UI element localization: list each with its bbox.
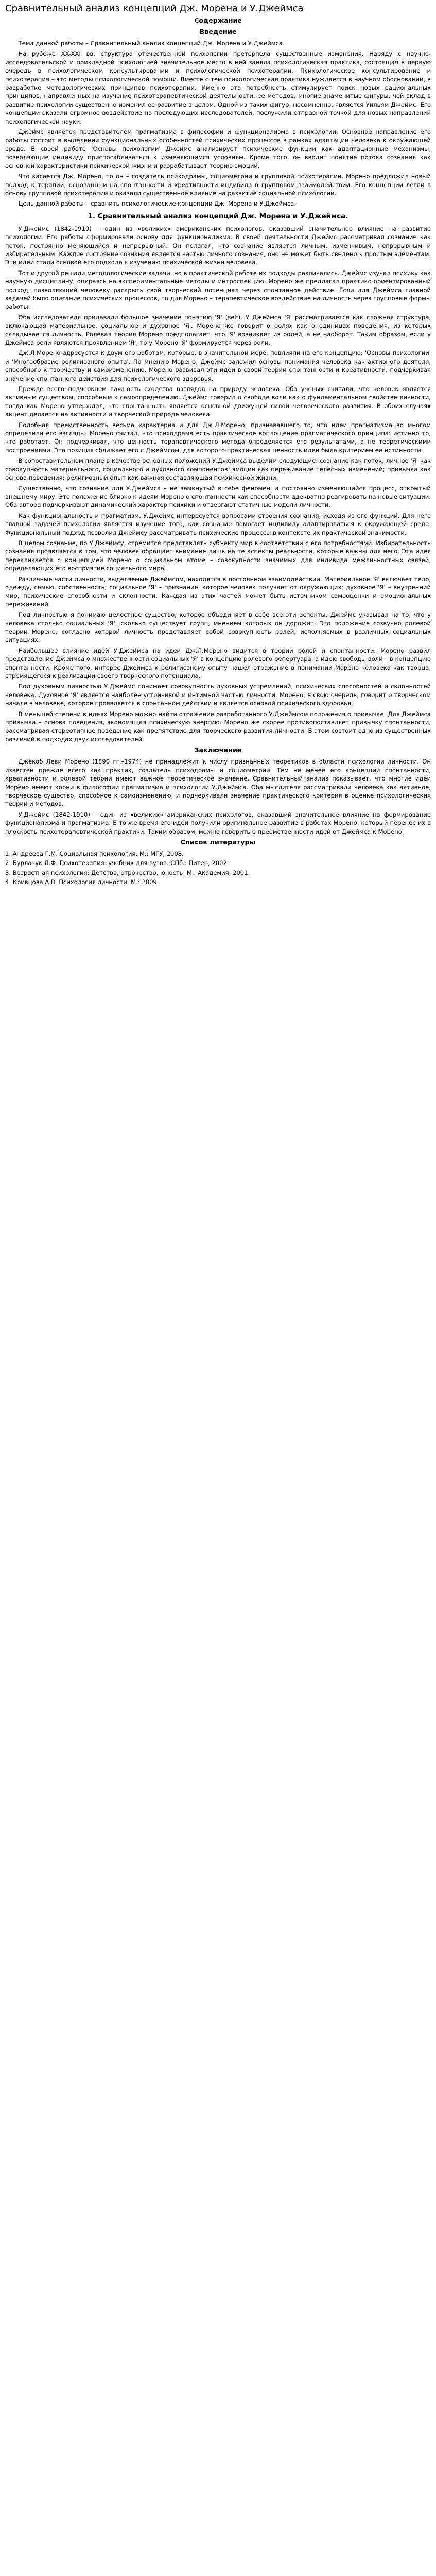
section1-paragraph: Под духовным личностью У.Джеймс понимает совокупность духовных устремлений, психических способностей и склонностей человека. Духовное 'Я' является наиболее устойчивой и интимной частью личности. Морено, в свою очередь, говорит о творческом начале в человеке, которое проявляется в спонтанном действии и является основой психического здоровья. [5, 683, 431, 707]
intro-paragraph: Джеймс является представителем прагматизма в философии и функционализма в психологии. Основное направление его работы состоит в выделении функциональных особенностей психических процессов в рамках адаптации человека к окружающей среде. В своей работе 'Основы психологии' Джеймс анализирует психические функции как адаптационные механизмы, позволяющие индивиду приспосабливаться к изменяющимся условиям. Кроме того, он вводит понятие потока сознания как основной характеристики психической жизни и разрабатывает теорию эмоций. [5, 128, 431, 170]
section1-body [5, 225, 431, 744]
intro-paragraph: Цель данной работы – сравнить психологические концепции Дж. Морена и У.Джеймса. [18, 200, 297, 208]
intro-body [5, 39, 431, 208]
section1-paragraph: Как функциональность и прагматизм, У.Джеймс интересуется вопросами строения сознания, исходя из его функций. Для него главной задачей психологии является изучение того, как сознание помогает индивиду адаптироваться к окружающей среде. Функциональный подход позволил Джеймсу рассматривать психические процессы в контексте их практической значимости. [5, 512, 431, 536]
section1-heading: 1. Сравнительный анализ концепций Дж. Морена и У.Джеймса. [88, 212, 348, 221]
section1-paragraph: Оба исследователя придавали большое значение понятию 'Я' (self). У Джеймса 'Я' рассматривается как сложная структура, включающая материальное, социальное и духовное 'Я'. Морено же говорит о ролях как о единицах поведения, из которых складывается личность. Ролевая теория Морено предполагает, что 'Я' возникает из ролей, а не наоборот. Таким образом, если у Джеймса роли являются проявлением 'Я', то у Морено 'Я' формируется через роли. [5, 313, 431, 346]
reference-item: 2. Бурлачук Л.Ф. Психотерапия: учебник для вузов. СПб.: Питер, 2002. [5, 859, 229, 867]
reference-item: 4. Кривцова А.В. Психология личности. М.: 2009. [5, 878, 159, 886]
reference-item: 3. Возрастная психология: Детство, отрочество, юность. М.: Академия, 2001. [5, 869, 250, 876]
section1-paragraph: В меньшей степени в идеях Морено можно найти отражение разработанного У.Джеймсом положения о привычке. Для Джеймса привычка – основа поведения, экономящая психическую энергию. Морено же скорее противопоставляет привычку спонтанности, рассматривая стереотипное поведение как препятствие для творческого развития личности. В этом состоит одно из существенных различий в подходах двух исследователей. [5, 710, 431, 743]
section1-paragraph: Подобная преемственность весьма характерна и для Дж.Л.Морено, признававшего то, что идеи прагматизма во многом определили его взгляды. Морено считал, что психодрама есть практическое воплощение прагматического принципа: истинно то, что работает. Он подчеркивал, что ценность терапевтического метода определяется его результатами, а не теоретическими построениями. Эта позиция сближает его с Джеймсом, для которого практическая ценность идеи была критерием ее истинности. [5, 421, 431, 454]
section1-paragraph: Тот и другой решали методологические задачи, но в практической работе их подходы различались. Джеймс изучал психику как научную дисциплину, опираясь на экспериментальные методы и интроспекцию. Морено же предлагал практико-ориентированный подход, позволяющий человеку раскрыть свой творческий потенциал через спонтанное действие. Если для Джеймса главной задачей было описание психических процессов, то для Морено – терапевтическое воздействие на личность через групповые формы работы. [5, 269, 431, 311]
section1-paragraph: Под личностью я понимаю целостное существо, которое объединяет в себе все эти аспекты. Джеймс указывал на то, что у человека столько социальных 'Я', сколько существует групп, мнением которых он дорожит. Это положение созвучно ролевой теории Морено, согласно которой личность представляет собой совокупность ролей, исполняемых в различных социальных ситуациях. [5, 611, 431, 644]
intro-paragraph: Что касается Дж. Морено, то он – создатель психодрамы, социометрии и групповой психотерапии. Морено предложил новый подход к терапии, основанный на спонтанности и креативности индивида в групповом взаимодействии. Его концепции легли в основу групповой психотерапии и оказали существенное влияние на развитие социальной психологии. [5, 173, 431, 197]
section1-paragraph: В сопоставительном плане в качестве основных положений У.Джеймса выделим следующие: сознание как поток; личное 'Я' как совокупность материального, социального и духовного компонентов; эмоции как переживание телесных изменений; привычка как основа поведения; религиозный опыт как важная составляющая психической жизни. [5, 457, 431, 482]
section1-paragraph: Существенно, что сознание для У.Джеймса – не замкнутый в себе феномен, а постоянно изменяющийся процесс, открытый внешнему миру. Это положение близко к идеям Морено о спонтанности как способности адекватно реагировать на новые ситуации. Оба автора подчеркивают динамический характер психики и отвергают статичные модели личности. [5, 484, 431, 509]
section1-paragraph: У.Джеймс (1842-1910) – один из «великих» американских психологов, оказавший значительное влияние на развитие психологии. Его работы сформировали основу для функционализма. В своей деятельности Джеймс рассматривал сознание как поток, постоянно меняющийся и непрерывный. Он полагал, что сознание является личным, изменчивым, непрерывным и избирательным. Каждое состояние сознания является частью личного сознания, оно не может быть сведено к простым элементам. Эти идеи стали основой его подхода к изучению психической жизни человека. [5, 225, 431, 266]
conclusion-heading: Заключение [194, 747, 242, 755]
conclusion-paragraph: Джекоб Леви Морено (1890 гг.–1974) не принадлежит к числу признанных теоретиков в области психологии личности. Он известен прежде всего как практик, создатель психодрамы и социометрии. Тем не менее его концепции спонтанности, креативности и ролевой теории имеют важное теоретическое значение. Сравнительный анализ показывает, что многие идеи Морено имеют корни в философии прагматизма и психологии У.Джеймса. Оба мыслителя рассматривали человека как активное, творческое существо, способное к самоизменению, и подчеркивали значение практического критерия в оценке психологических теорий и методов. [5, 758, 431, 808]
intro-heading: Введение [199, 28, 237, 36]
toc-heading: Содержание [194, 16, 242, 24]
section1-paragraph: Дж.Л.Морено адресуется к двум его работам, которые, в значительной мере, повлияли на его концепцию: 'Основы психологии' и 'Многообразие религиозного опыта'. По мнению Морено, Джеймс заложил основы понимания человека как активного деятеля, способного к творчеству и самоизменению. Морено развивал эти идеи в своей теории спонтанности и креативности, подчеркивая значение спонтанного действия для психологического здоровья. [5, 349, 431, 382]
conclusion-body [5, 757, 431, 836]
references-heading: Список литературы [180, 838, 256, 846]
section1-paragraph: Наибольшее влияние идей У.Джеймса на идеи Дж.Л.Морено видится в теории ролей и спонтанности. Морено развил представление Джеймса о множественности социальных 'Я' в концепцию ролевого репертуара, а идею свободы воли – в концепцию спонтанности. Кроме того, интерес Джеймса к религиозному опыту нашел отражение в понимании Морено человека как творца, стремящегося к реализации своего творческого потенциала. [5, 647, 431, 680]
section1-paragraph: Различные части личности, выделяемые Джеймсом, находятся в постоянном взаимодействии. Материальное 'Я' включает тело, одежду, семью, собственность; социальное 'Я' – признание, которое человек получает от окружающих; духовное 'Я' – внутренний мир, психические способности и склонности. Каждая из этих частей может быть источником самооценки и эмоциональных переживаний. [5, 575, 431, 608]
intro-paragraph: На рубеже XX-XXI вв. структура отечественной психологии претерпела существенные изменения. Наряду с научно-исследовательской и прикладной психологией значительное место в ней заняла психологическая практика, состоящая в первую очередь в психологическом консультировании и психологической психотерапии. Психологическое консультирование и психотерапия – это методы психологической помощи. Вместе с тем психологическая практика нуждается в научном обосновании, в разработке методологических принципов психотерапии. Именно эта потребность стимулирует поиск новых рациональных принципов, направленных на изучение психотерапевтической деятельности, ее методов, многие знаменитые фигуры, чей вклад в развитие психологии существенно изменил ее развитие в целом. Одной из таких фигур, несомненно, является Уильям Джеймс. Его концепции оказали огромное воздействие на последующих исследователей, послужили отправной точкой для новых направлений психологической науки. [5, 50, 431, 125]
references-list [5, 850, 431, 887]
conclusion-paragraph: У.Джеймс (1842-1910) – один из «великих» американских психологов, оказавший значительное влияние на формирование функционализма и прагматизма. В то же время его идеи получили оригинальное развитие в работах Морено, который перенес их в плоскость психотерапевтической практики. Таким образом, можно говорить о преемственности идей от Джеймса к Морено. [5, 810, 431, 835]
section1-paragraph: Прежде всего подчеркнем важность сходства взглядов на природу человека. Оба ученых считали, что человек является активным существом, способным к самоопределению. Джеймс говорил о свободе воли как о фундаментальном свойстве личности, тогда как Морено утверждал, что спонтанность является основной движущей силой человеческого развития. В обоих случаях акцент делается на активности и творческой природе человека. [5, 385, 431, 418]
intro-paragraph: Тема данной работы – Сравнительный анализ концепций Дж. Морена и У.Джеймса. [18, 40, 285, 47]
document-title: Сравнительный анализ концепций Дж. Морена и У.Джеймса [5, 3, 304, 14]
section1-paragraph: В целом сознание, по У.Джеймсу, стремится представлять субъекту мир в соответствии с его потребностями. Избирательность сознания проявляется в том, что человек обращает внимание лишь на те аспекты реальности, которые важны для него. Эта идея перекликается с концепцией Морено о социальном атоме – совокупности значимых для индивида межличностных связей, определяющих его восприятие социального мира. [5, 539, 431, 572]
reference-item: 1. Андреева Г.М. Социальная психология. М.: МГУ, 2008. [5, 850, 184, 857]
